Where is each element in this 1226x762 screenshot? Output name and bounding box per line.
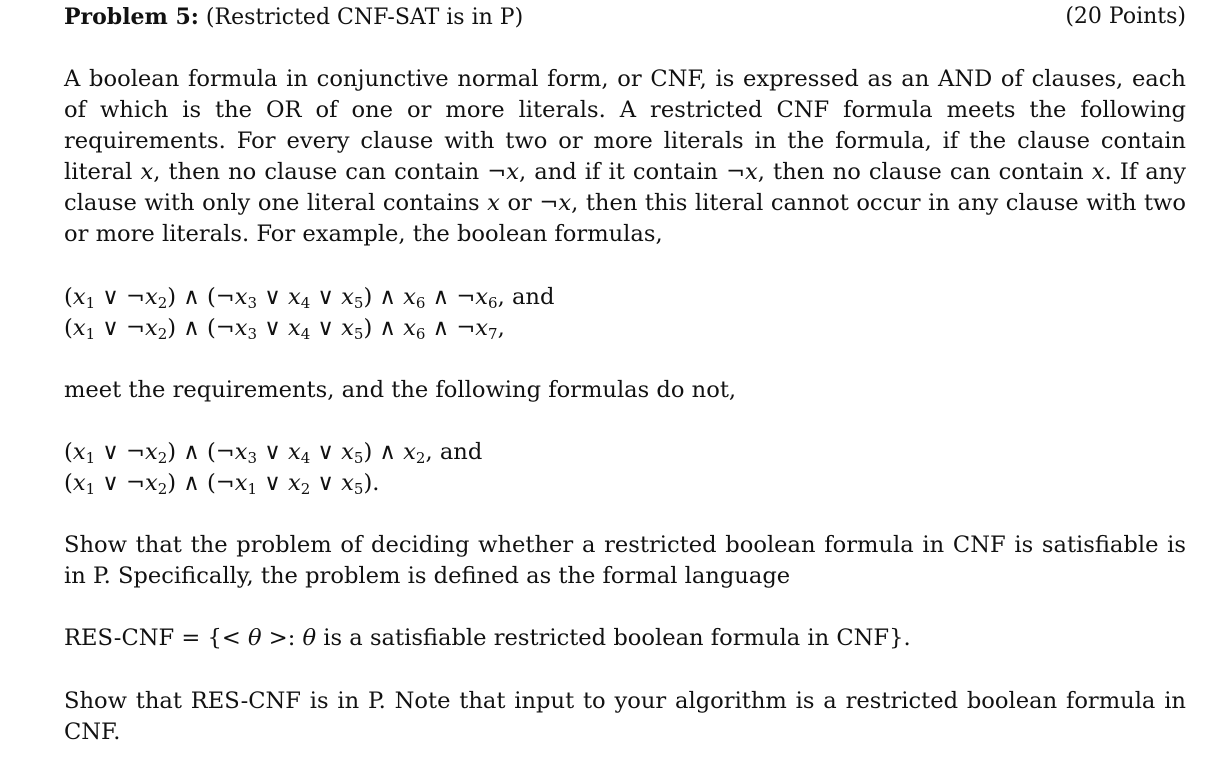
- show-res-cnf-paragraph: Show that RES-CNF is in P. Note that input to your algorithm is a restricted boolean formula in CNF.: [64, 688, 1186, 745]
- show-paragraph: Show that the problem of deciding whether a restricted boolean formula in CNF is satisfiable is in P. Specifically, the problem is defined as the formal language: [64, 532, 1186, 589]
- problem-label: Problem 5:: [64, 4, 199, 30]
- problem-header: [64, 4, 1186, 34]
- example-formula-valid-1: ($x_1$ ∨ $\neg x_2$) ∧ ($\neg x_3$ ∨ $x_4$ ∨ $x_5$) ∧ $x_6$ ∧ $\neg x_6$, and: [64, 284, 555, 312]
- intro-paragraph: A boolean formula in conjunctive normal form, or CNF, is expressed as an AND of clauses, each of which is the OR of one or more literals. A restricted CNF formula meets the following requirements. For every clause with two or more literals in the formula, if the clause contain literal x, then no clause can contain ¬x, and if it contain ¬x, then no clause can contain x. If any clause with only one literal contains x or ¬x, then this literal cannot occur in any clause with two or more literals. For example, the boolean formulas,: [64, 66, 1186, 247]
- meet-requirements-text: meet the requirements, and the following formulas do not,: [64, 377, 737, 403]
- example-formula-valid-2: ($x_1$ ∨ $\neg x_2$) ∧ ($\neg x_3$ ∨ $x_4$ ∨ $x_5$) ∧ $x_6$ ∧ $\neg x_7$,: [64, 315, 505, 343]
- language-definition: RES-CNF = {< θ >: θ is a satisfiable restricted boolean formula in CNF}.: [64, 625, 911, 651]
- example-formula-invalid-1: ($x_1$ ∨ $\neg x_2$) ∧ ($\neg x_3$ ∨ $x_4$ ∨ $x_5$) ∧ $x_2$, and: [64, 439, 483, 467]
- problem-points: (20 Points): [1065, 4, 1186, 29]
- problem-title: (Restricted CNF-SAT is in P): [205, 5, 524, 30]
- problem-heading: [64, 4, 523, 30]
- example-formula-invalid-2: ($x_1$ ∨ $\neg x_2$) ∧ ($\neg x_1$ ∨ $x_2$ ∨ $x_5$).: [64, 470, 380, 498]
